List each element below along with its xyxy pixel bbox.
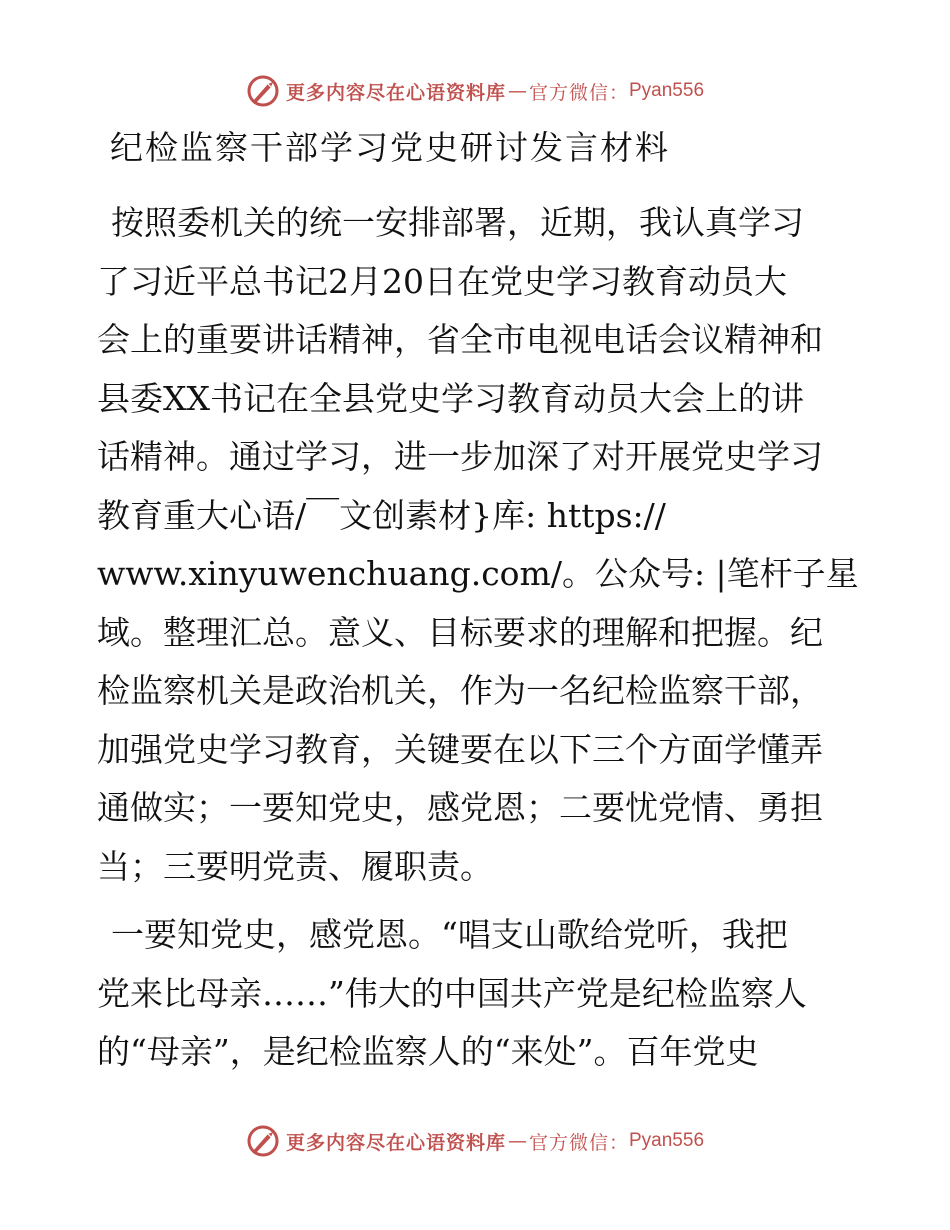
paragraph-2 [97,906,852,1082]
paragraph-line: 按照委机关的统一安排部署，近期，我认真学习 [111,203,804,242]
paragraph-line: 检监察机关是政治机关，作为一名纪检监察干部， [97,671,823,710]
watermark-main-text: 更多内容尽在心语资料库 [285,81,506,104]
paragraph-line: www.xinyuwenchuang.com/。公众号: |笔杆子星 [97,554,859,593]
paragraph-line: 加强党史学习教育，关键要在以下三个方面学懂弄 [97,729,823,769]
header-watermark-banner [0,71,950,111]
watermark-dash: — [507,80,527,102]
document-title: 纪检监察干部学习党史研讨发言材料 [110,128,670,167]
paragraph-line: 党来比母亲……”伟大的中国共产党是纪检监察人 [97,973,807,1013]
paragraph-1 [97,194,859,896]
paragraph-line: 会上的重要讲话精神，省全市电视电话会议精神和 [97,320,823,359]
watermark-wechat-id: Pyan556 [629,1130,705,1151]
footer-watermark-banner [0,1121,950,1161]
paragraph-line: 通做实；一要知党史，感党恩；二要忧党情、勇担 [97,788,823,827]
watermark-main-text: 更多内容尽在心语资料库 [285,1131,506,1154]
watermark-wechat-id: Pyan556 [629,80,705,101]
paragraph-line: 一要知党史，感党恩。“唱支山歌给党听，我把 [111,915,788,954]
watermark-dash: — [507,1130,527,1152]
paragraph-line: 当；三要明党责、履职责。 [97,846,493,886]
paragraph-line: 域。整理汇总。意义、目标要求的理解和把握。纪 [97,612,823,652]
paragraph-line: 县委XX书记在全县党史学习教育动员大会上的讲 [97,378,804,418]
paragraph-line: 的“母亲”，是纪检监察人的“来处”。百年党史 [97,1032,759,1071]
paragraph-line: 话精神。通过学习，进一步加深了对开展党史学习 [97,437,823,476]
quill-pen-logo-icon [246,74,280,108]
watermark-wechat-label: 官方微信： [528,81,629,104]
quill-pen-logo-icon [246,1124,280,1158]
paragraph-line: 了习近平总书记2月20日在党史学习教育动员大 [97,261,787,301]
paragraph-line: 教育重大心语/￣文创素材}库: https:// [97,495,666,535]
watermark-wechat-label: 官方微信： [528,1131,629,1154]
